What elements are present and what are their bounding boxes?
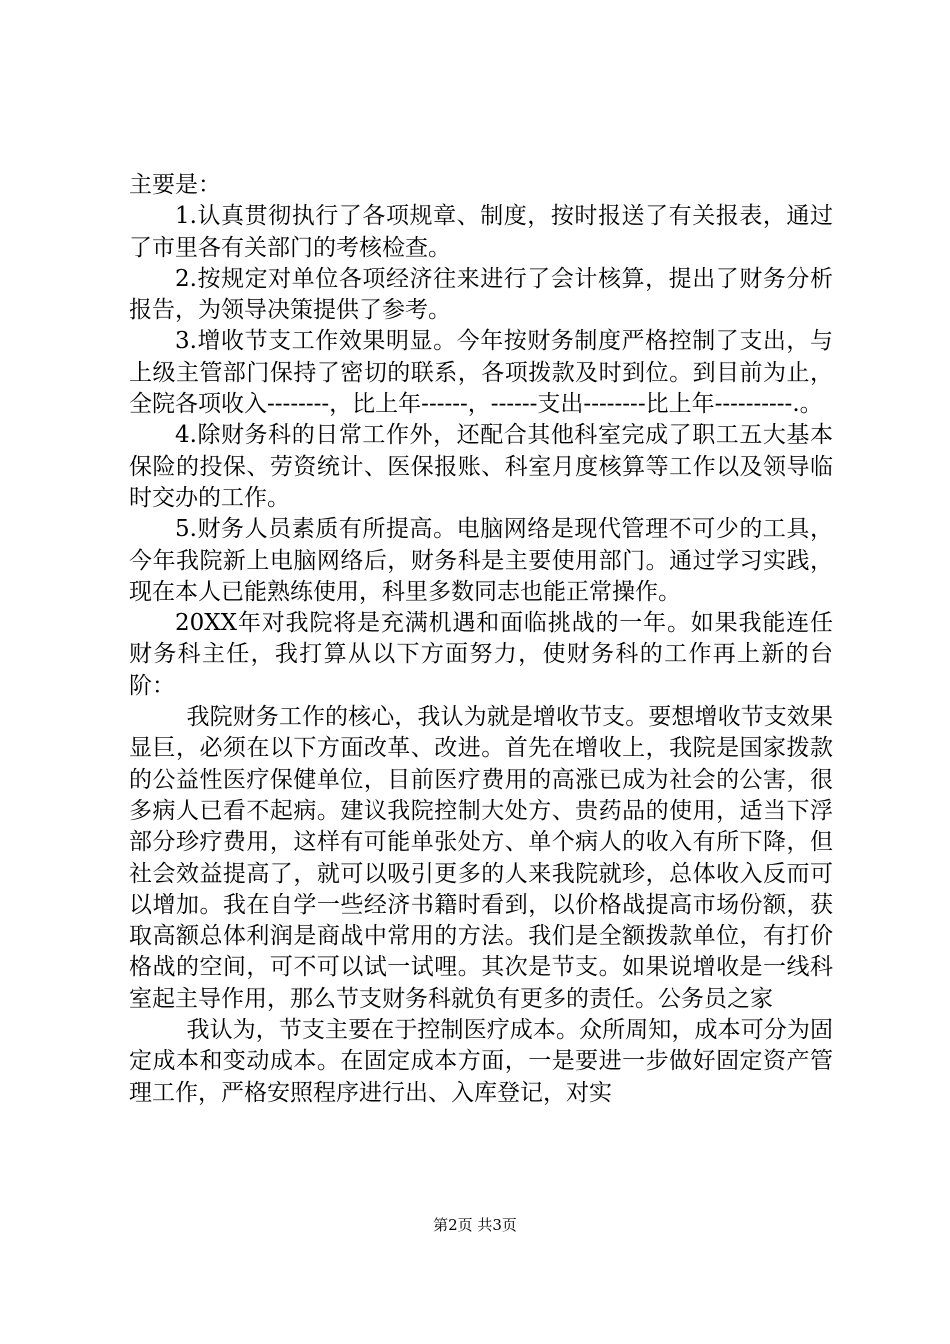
core-work-paragraph: 我院财务工作的核心，我认为就是增收节支。要想增收节支效果显巨，必须在以下方面改革、改进。首先在增收上，我院是国家拨款的公益性医疗保健单位，目前医疗费用的高涨已成为社会的公害，很多病人已看不起病。建议我院控制大处方、贵药品的使用，适当下浮部分珍疗费用，这样有可能单张处方、单个病人的收入有所下降，但社会效益提高了，就可以吸引更多的人来我院就珍，总体收入反而可以增加。我在自学一些经济书籍时看到，以价格战提高市场份额，获取高额总体利润是商战中常用的方法。我们是全额拨款单位，有打价格战的空间，可不可以试一试哩。其次是节支。如果说增收是一线科室起主导作用，那么节支财务科就负有更多的责任。公务员之家 bbox=[129, 704, 833, 1012]
plan-intro-paragraph: 20XX年对我院将是充满机遇和面临挑战的一年。如果我能连任财务科主任，我打算从以下方面努力，使财务科的工作再上新的台阶： bbox=[129, 610, 833, 699]
item-4-paragraph: 4.除财务科的日常工作外，还配合其他科室完成了职工五大基本保险的投保、劳资统计、医保报账、科室月度核算等工作以及领导临时交办的工作。 bbox=[129, 422, 833, 511]
item-2-paragraph: 2.按规定对单位各项经济往来进行了会计核算，提出了财务分析报告，为领导决策提供了参考。 bbox=[129, 265, 833, 324]
document-body bbox=[129, 170, 833, 1109]
cost-control-paragraph: 我认为，节支主要在于控制医疗成本。众所周知，成本可分为固定成本和变动成本。在固定成本方面，一是要进一步做好固定资产管理工作，严格安照程序进行出、入库登记，对实 bbox=[129, 1017, 833, 1106]
item-3-paragraph: 3.增收节支工作效果明显。今年按财务制度严格控制了支出，与上级主管部门保持了密切的联系，各项拨款及时到位。到目前为止，全院各项收入--------，比上年------，------支出--------比上年----------.。 bbox=[129, 328, 833, 418]
page-number-footer: 第2页 共3页 bbox=[433, 1216, 517, 1234]
item-1-paragraph: 1.认真贯彻执行了各项规章、制度，按时报送了有关报表，通过了市里各有关部门的考核检查。 bbox=[129, 203, 833, 261]
intro-paragraph: 主要是： bbox=[129, 172, 221, 198]
item-5-paragraph: 5.财务人员素质有所提高。电脑网络是现代管理不可少的工具，今年我院新上电脑网络后，财务科是主要使用部门。通过学习实践，现在本人已能熟练使用，科里多数同志也能正常操作。 bbox=[129, 516, 833, 605]
